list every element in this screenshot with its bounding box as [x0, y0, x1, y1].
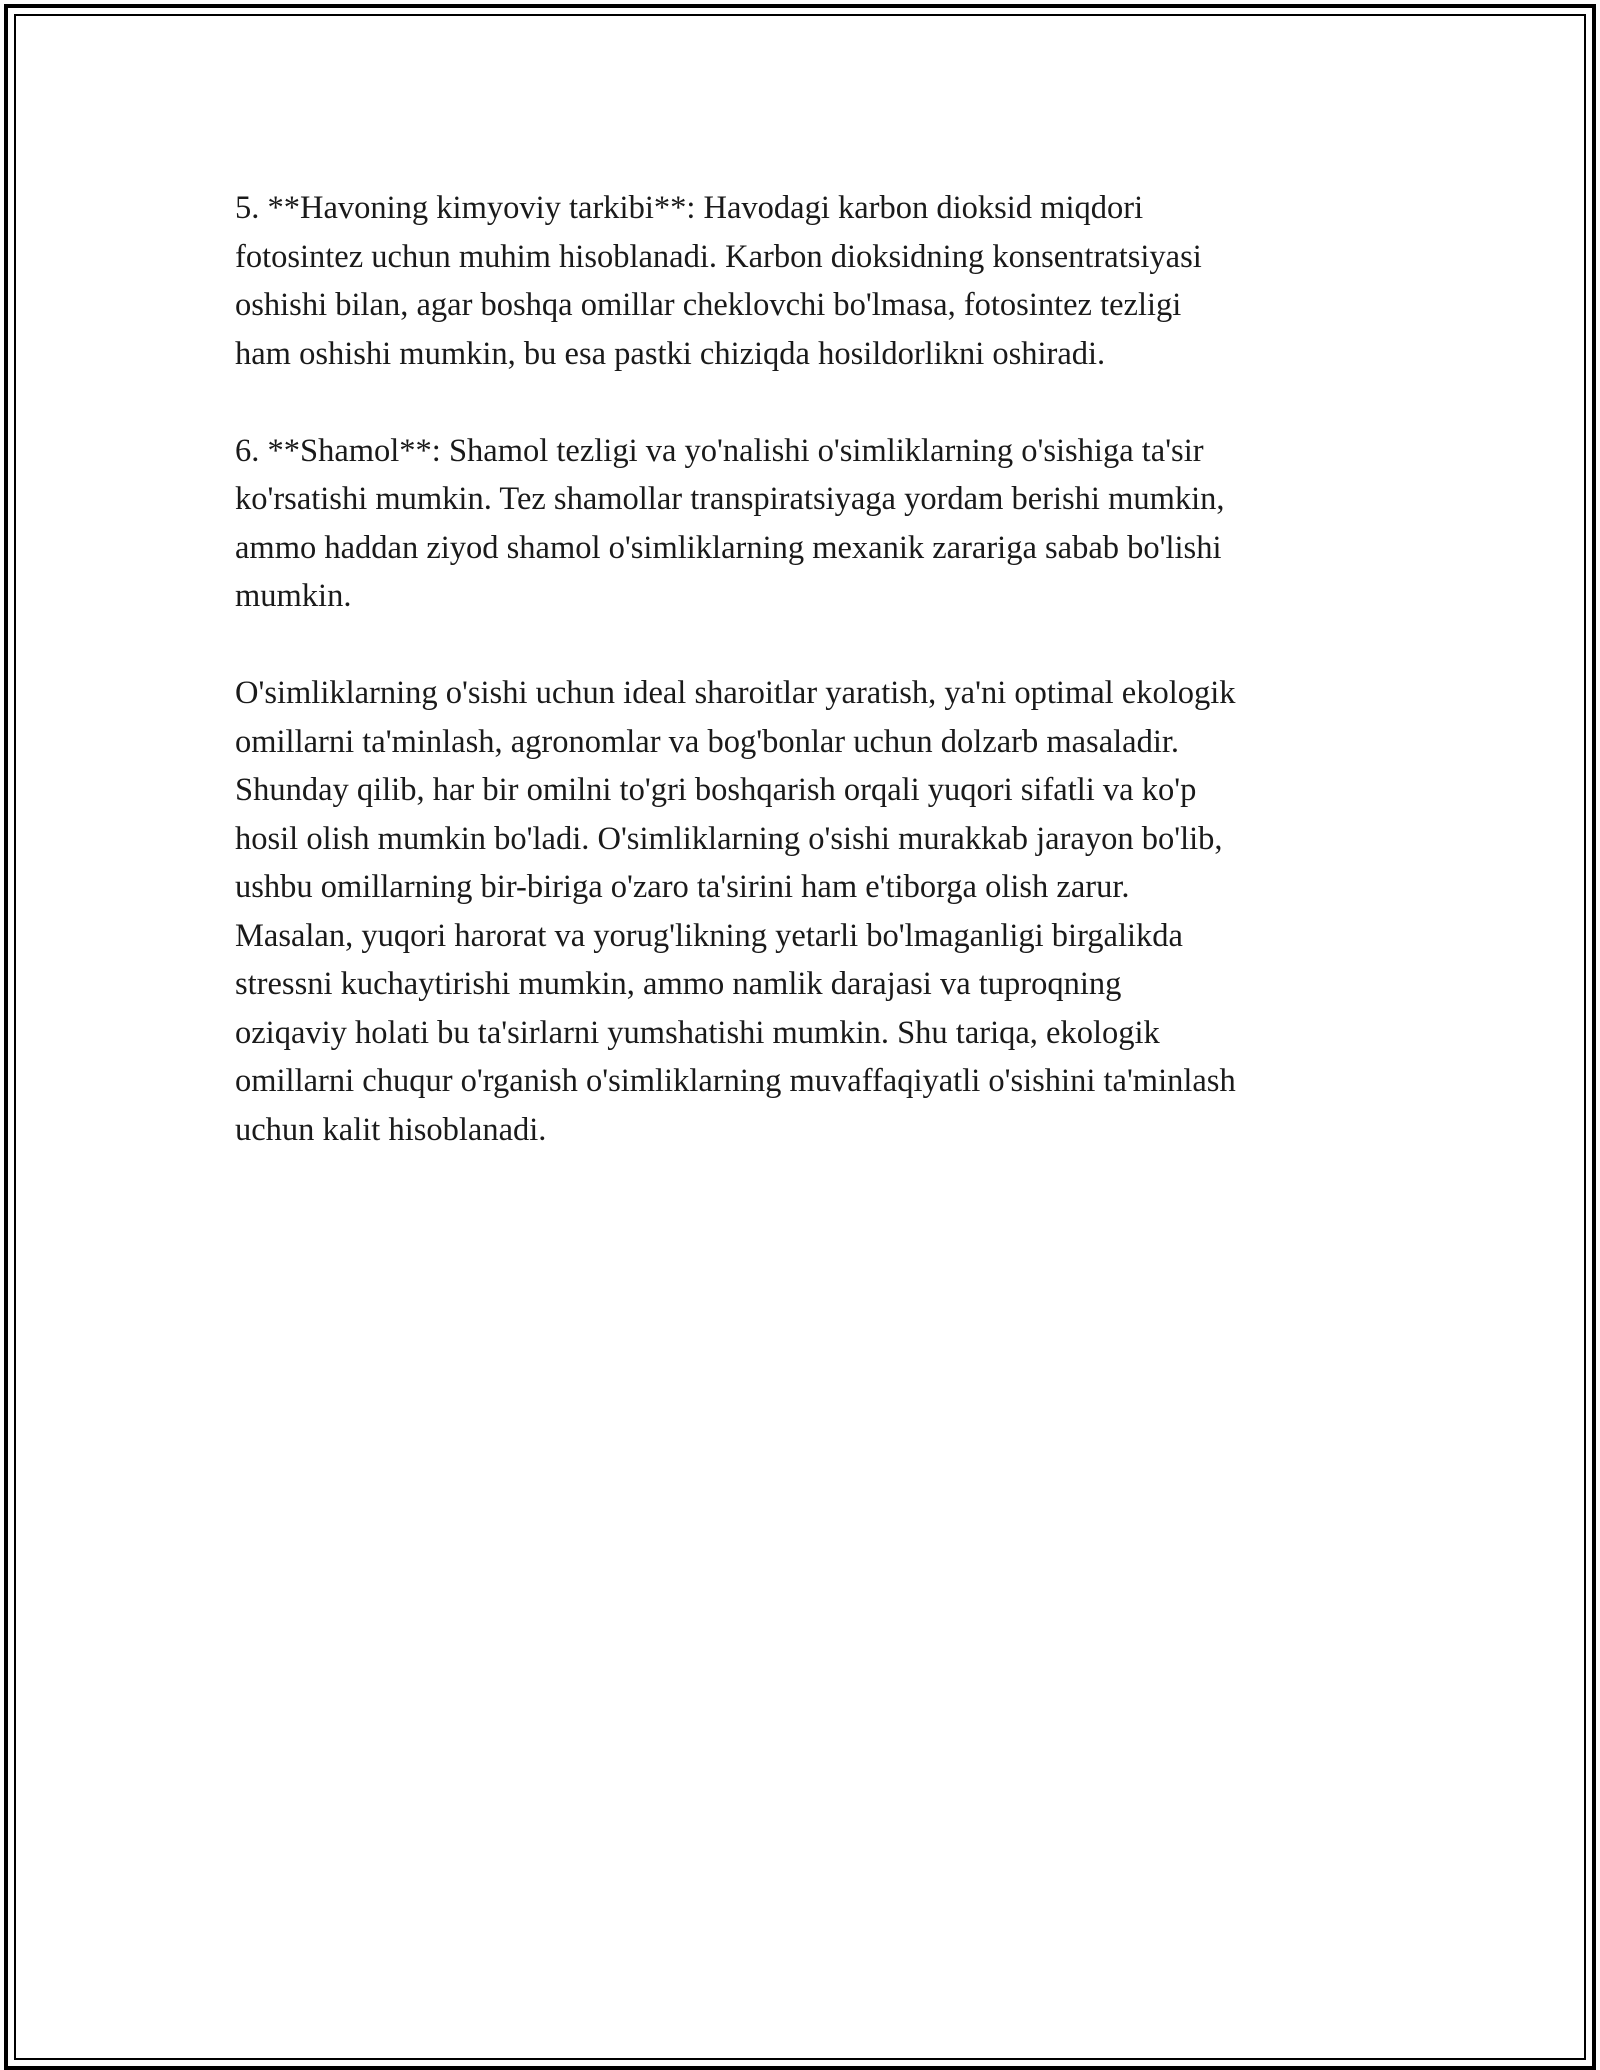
paragraph-line: ko'rsatishi mumkin. Tez shamollar transpiratsiyaga yordam berishi mumkin,	[235, 481, 1225, 517]
paragraph-line: ushbu omillarning bir-biriga o'zaro ta'sirini ham e'tiborga olish zarur.	[235, 869, 1130, 905]
paragraph-line: uchun kalit hisoblanadi.	[235, 1111, 547, 1148]
paragraph-line: fotosintez uchun muhim hisoblanadi. Karbon dioksidning konsentratsiyasi	[235, 238, 1202, 275]
paragraph-line: ham oshishi mumkin, bu esa pastki chiziqda hosildorlikni oshiradi.	[235, 335, 1106, 372]
paragraph-wind	[235, 427, 1375, 621]
paragraph-co2	[235, 184, 1375, 378]
paragraph-line: stressni kuchaytirishi mumkin, ammo namlik darajasi va tuproqning	[235, 966, 1122, 1002]
paragraph-line: 5. **Havoning kimyoviy tarkibi**: Havodagi karbon dioksid miqdori	[235, 190, 1144, 226]
paragraph-line: mumkin.	[235, 578, 352, 614]
document-body	[235, 184, 1375, 1203]
paragraph-line: Shunday qilib, har bir omilni to'gri boshqarish orqali yuqori sifatli va ko'p	[235, 772, 1197, 808]
paragraph-line: oziqaviy holati bu ta'sirlarni yumshatishi mumkin. Shu tariqa, ekologik	[235, 1014, 1160, 1051]
paragraph-line: 6. **Shamol**: Shamol tezligi va yo'nalishi o'simliklarning o'sishiga ta'sir	[235, 432, 1204, 469]
paragraph-conclusion	[235, 669, 1375, 1154]
paragraph-line: ammo haddan ziyod shamol o'simliklarning mexanik zarariga sabab bo'lishi	[235, 529, 1222, 566]
paragraph-line: omillarni chuqur o'rganish o'simliklarning muvaffaqiyatli o'sishini ta'minlash	[235, 1063, 1236, 1099]
paragraph-line: omillarni ta'minlash, agronomlar va bog'bonlar uchun dolzarb masaladir.	[235, 723, 1180, 760]
paragraph-line: hosil olish mumkin bo'ladi. O'simliklarning o'sishi murakkab jarayon bo'lib,	[235, 820, 1223, 857]
paragraph-line: O'simliklarning o'sishi uchun ideal sharoitlar yaratish, ya'ni optimal ekologik	[235, 675, 1236, 711]
paragraph-line: oshishi bilan, agar boshqa omillar cheklovchi bo'lmasa, fotosintez tezligi	[235, 287, 1182, 323]
paragraph-line: Masalan, yuqori harorat va yorug'likning yetarli bo'lmaganligi birgalikda	[235, 917, 1183, 954]
